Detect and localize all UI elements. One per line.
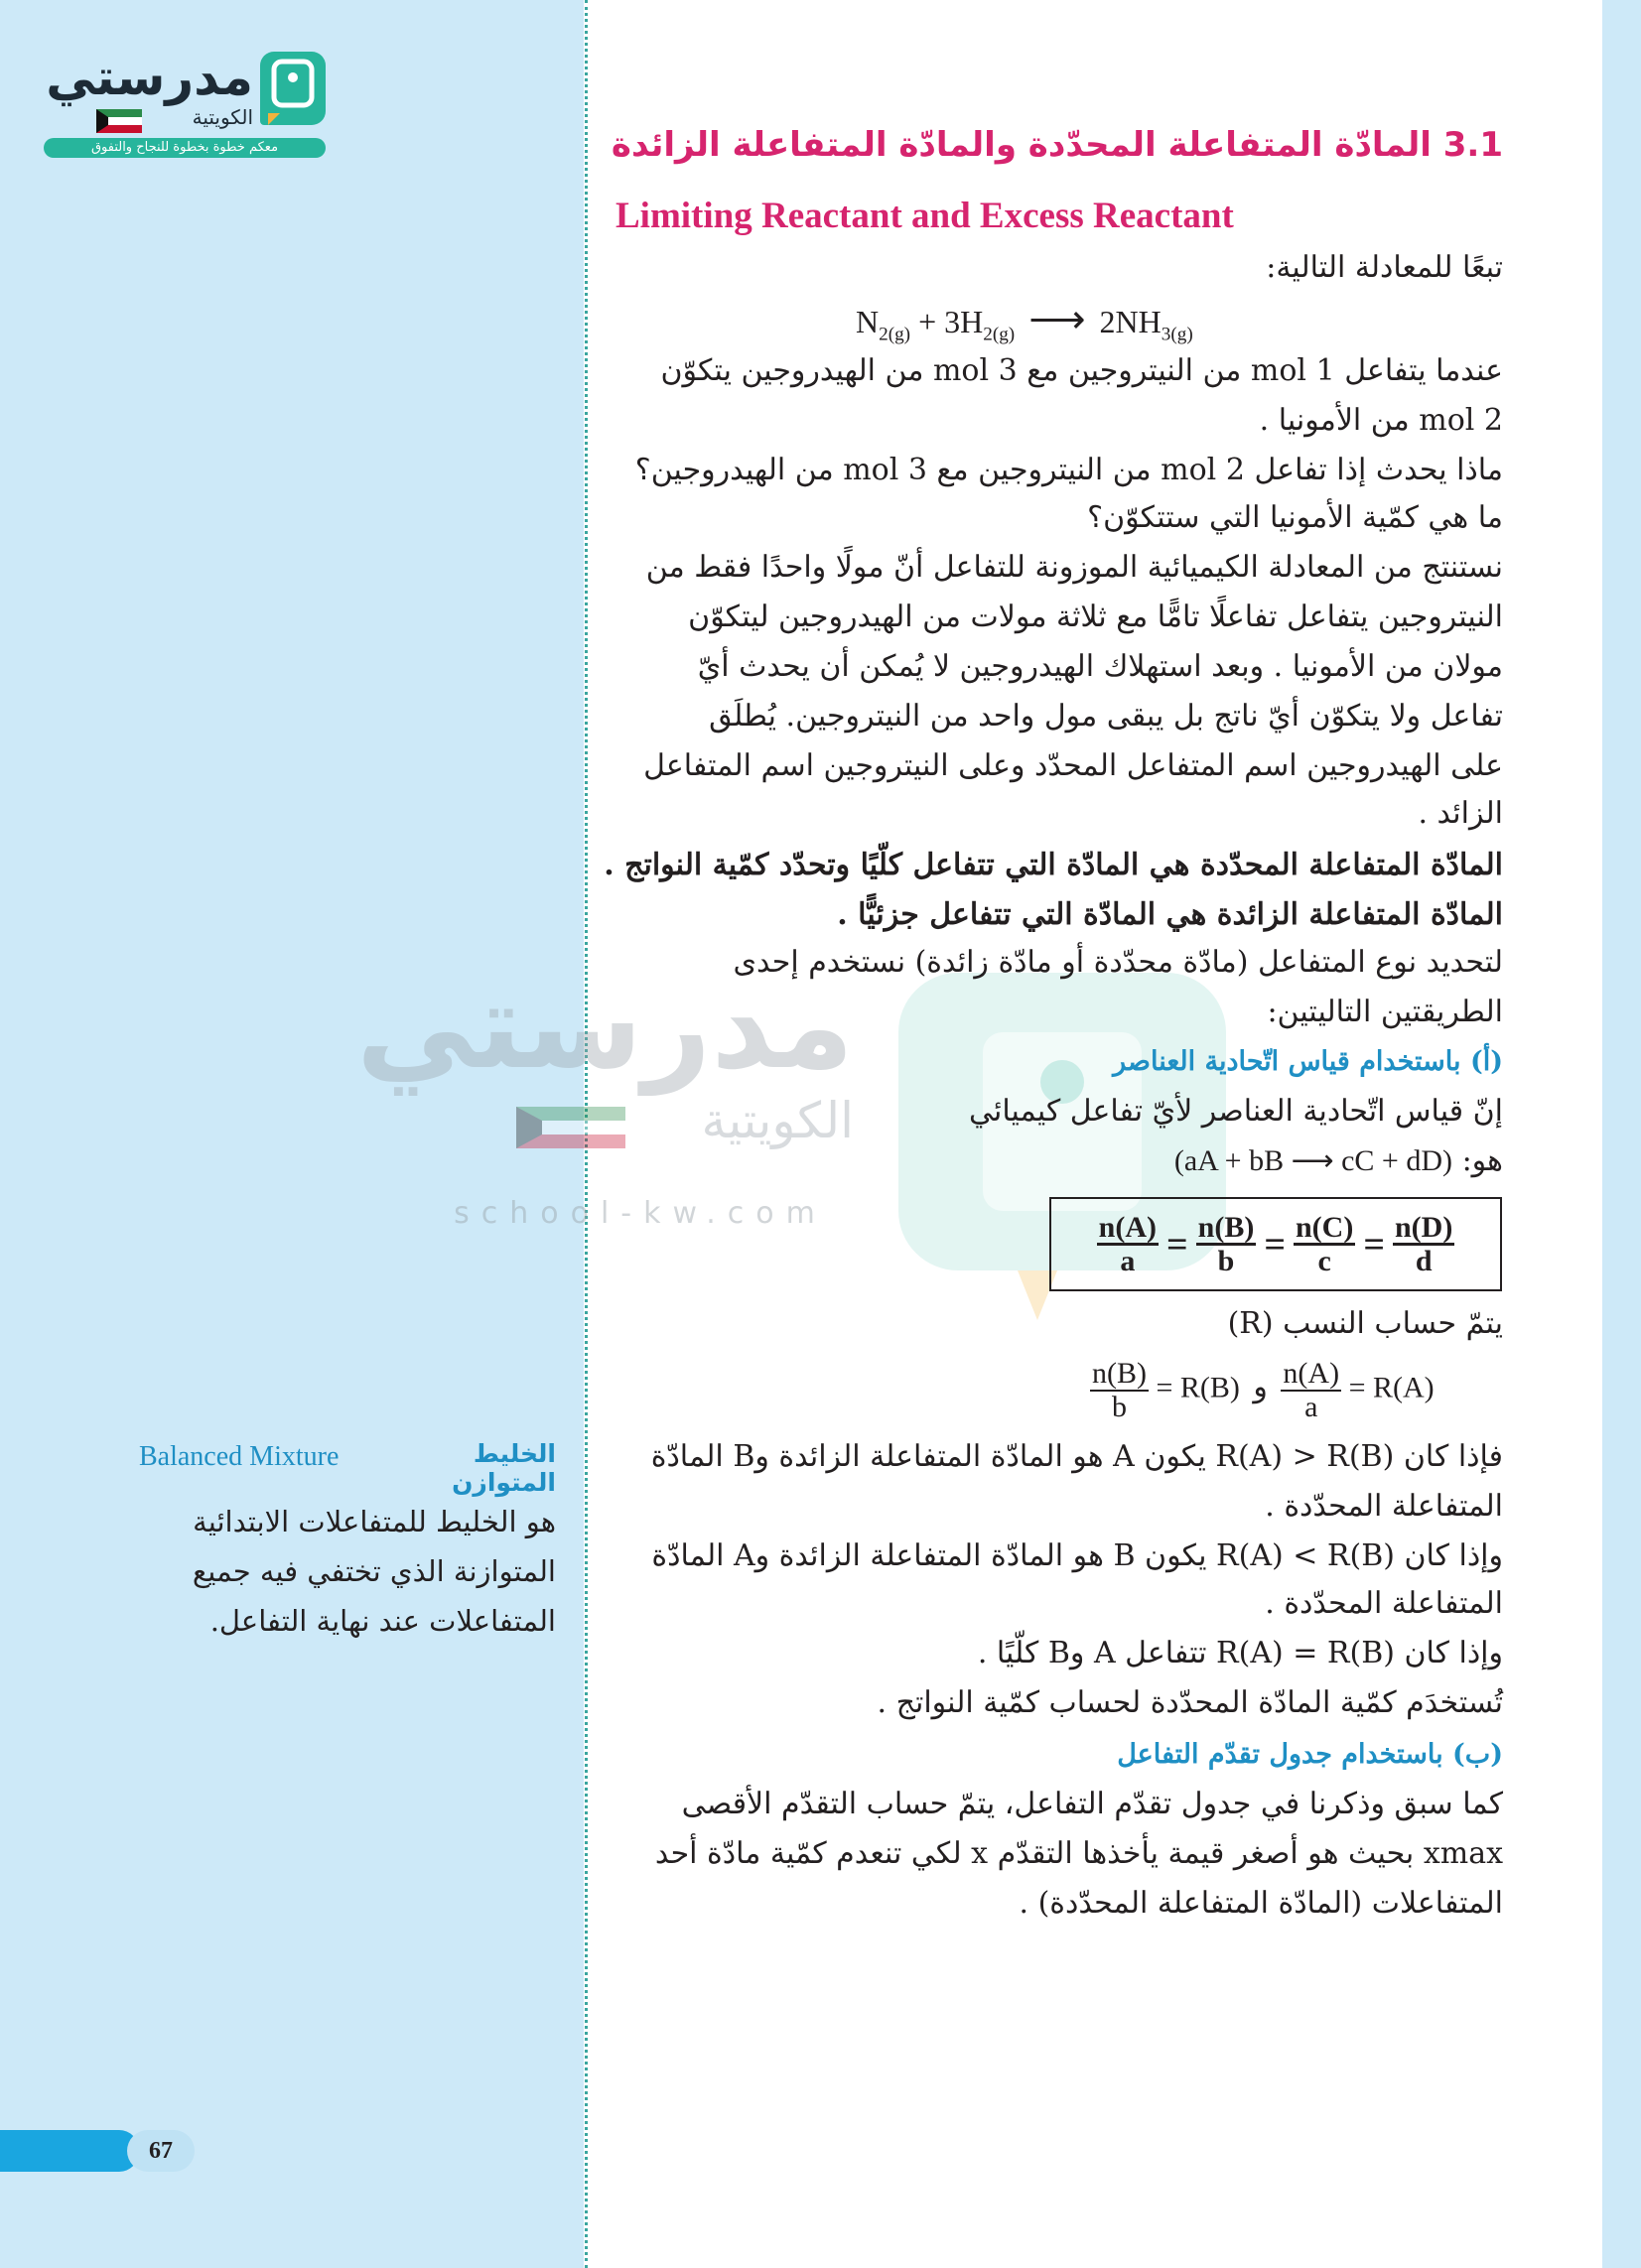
left-margin-panel <box>0 0 584 2268</box>
ratio-intro: يتمّ حساب النسب (R) <box>1227 1306 1503 1341</box>
sidebar-def-line1: هو الخليط للمتفاعلات الابتدائية <box>193 1505 556 1538</box>
method-b-heading: (ب) باستخدام جدول تقدّم التفاعل <box>1117 1739 1503 1770</box>
fraction-nA-a: $\frac{n(A)}{a}$ <box>1098 1210 1157 1277</box>
brand-logo <box>40 48 338 162</box>
eq-n2: N <box>856 304 880 339</box>
paragraph3-line2: الطريقتين التاليتين: <box>1267 995 1503 1029</box>
ratio-b-label: = R(B) <box>1156 1371 1240 1404</box>
method-a-line1: إنّ قياس اتّحادية العناصر لأيّ تفاعل كيميائي <box>969 1094 1503 1129</box>
paragraph2-line2: النيتروجين يتفاعل تفاعلًا تامًّا مع ثلاثة مولات من الهيدروجين ليتكوّن <box>688 600 1503 634</box>
page-number-bar <box>0 2130 139 2172</box>
case-line5: وإذا كان R(A) = R(B) تتفاعل A وB كلّيًا . <box>977 1636 1503 1670</box>
eq-h2-sub: 2(g) <box>983 324 1016 345</box>
paragraph2-line6: الزائد . <box>1418 796 1503 831</box>
section-title-en: Limiting Reactant and Excess Reactant <box>615 196 1234 236</box>
reaction-equation <box>856 298 1193 356</box>
section-title-ar: 3.1 المادّة المتفاعلة المحدّدة والمادّة المتفاعلة الزائدة <box>611 125 1503 165</box>
paragraph2-line1: نستنتج من المعادلة الكيميائية الموزونة للتفاعل أنّ مولًا واحدًا فقط من <box>645 550 1503 585</box>
ratio-formulas <box>1090 1358 1435 1422</box>
eq-nh3-sub: 3(g) <box>1161 324 1193 345</box>
case-line2: المتفاعلة المحدّدة . <box>1265 1489 1503 1524</box>
logo-subtitle: الكويتية <box>192 105 253 129</box>
paragraph2-line3: مولان من الأمونيا . وبعد استهلاك الهيدروجين لا يُمكن أن يحدث أيّ <box>697 649 1503 684</box>
sidebar-term-en: Balanced Mixture <box>139 1441 340 1472</box>
fraction-nB-b: $\frac{n(B)}{b}$ <box>1197 1210 1255 1277</box>
method-b-line2: xmax بحيث هو أصغر قيمة يأخذها التقدّم x لكي تنعدم كمّية مادّة أحد <box>654 1836 1503 1871</box>
case-line1: فإذا كان R(A) > R(B) يكون A هو المادّة المتفاعلة الزائدة وB المادّة <box>650 1439 1503 1474</box>
paragraph2-line5: على الهيدروجين اسم المتفاعل المحدّد وعلى النيتروجين اسم المتفاعل <box>643 748 1503 783</box>
fraction-nD-d: $\frac{n(D)}{d}$ <box>1395 1210 1453 1277</box>
paragraph3-line1: لتحديد نوع المتفاعل (مادّة محدّدة أو مادّة زائدة) نستخدم إحدى <box>733 945 1503 980</box>
paragraph2-line4: تفاعل ولا يتكوّن أيّ ناتج بل يبقى مول واحد من النيتروجين. يُطلَق <box>709 699 1503 734</box>
question-line2: ما هي كمّية الأمونيا التي ستتكوّن؟ <box>1087 500 1503 535</box>
method-a-heading: (أ) باستخدام قياس اتّحادية العناصر <box>1113 1046 1503 1077</box>
ratio-a-fraction: $\frac{n(A)}{a}$ <box>1283 1357 1340 1423</box>
intro-text: تبعًا للمعادلة التالية: <box>1266 250 1503 285</box>
sidebar-term-ar: الخليط المتوازن <box>452 1439 556 1497</box>
right-margin-strip <box>1602 0 1641 2268</box>
method-b-line3: المتفاعلات (المادّة المتفاعلة المحدّدة) . <box>1019 1886 1503 1921</box>
eq-h2: + 3H <box>918 304 984 339</box>
fraction-nC-c: $\frac{n(C)}{c}$ <box>1296 1210 1354 1277</box>
ratio-b-fraction: $\frac{n(B)}{b}$ <box>1092 1357 1147 1423</box>
ratio-a-label: = R(A) <box>1348 1371 1435 1404</box>
logo-name: مدرستي <box>46 49 253 106</box>
definition-excess: المادّة المتفاعلة الزائدة هي المادّة التي تتفاعل جزئيًّا . <box>837 897 1503 932</box>
case-line3: وإذا كان R(A) < R(B) يكون B هو المادّة المتفاعلة الزائدة وA المادّة <box>651 1538 1503 1573</box>
case-line6: تُستخدَم كمّية المادّة المحدّدة لحساب كمّية النواتج . <box>877 1685 1503 1720</box>
watermark-name: مدرستي <box>355 958 854 1096</box>
paragraph1-line1: عندما يتفاعل 1 mol من النيتروجين مع 3 mol من الهيدروجين يتكوّن <box>660 353 1503 388</box>
stoichiometry-ratio-box: $\frac{n(A)}{a}$ = $\frac{n(B)}{b}$ = $\frac{n(C)}{c}$ = $\frac{n(D)}{d}$ <box>1049 1197 1502 1291</box>
method-a-general-equation: (aA + bB ⟶ cC + dD) <box>1173 1144 1453 1177</box>
definition-limiting: المادّة المتفاعلة المحدّدة هي المادّة التي تتفاعل كلّيًا وتحدّد كمّية النواتج . <box>604 848 1503 882</box>
sidebar-def-line2: المتوازنة الذي تختفي فيه جميع <box>192 1554 556 1588</box>
watermark-url: school-kw.com <box>454 1196 827 1231</box>
ratio-conj: و <box>1253 1370 1268 1405</box>
logo-badge-icon <box>260 52 326 125</box>
logo-slogan: معكم خطوة بخطوة للنجاح والتفوق <box>44 138 326 158</box>
method-a-line2 <box>1174 1139 1503 1183</box>
watermark-subtitle: الكويتية <box>701 1092 854 1149</box>
sidebar-def-line3: المتفاعلات عند نهاية التفاعل. <box>209 1604 556 1638</box>
page-number: 67 <box>127 2130 195 2172</box>
eq-arrow: ⟶ <box>1028 297 1086 341</box>
watermark-flag-icon <box>516 1107 625 1148</box>
question-line1: ماذا يحدث إذا تفاعل 2 mol من النيتروجين مع 3 mol من الهيدروجين؟ <box>634 453 1503 487</box>
paragraph1-line2: 2 mol من الأمونيا . <box>1259 403 1503 438</box>
method-a-line2-ar: هو: <box>1461 1143 1503 1178</box>
case-line4: المتفاعلة المحدّدة . <box>1265 1586 1503 1621</box>
method-b-line1: كما سبق وذكرنا في جدول تقدّم التفاعل، يتمّ حساب التقدّم الأقصى <box>681 1787 1503 1821</box>
eq-n2-sub: 2(g) <box>879 324 911 345</box>
eq-nh3: 2NH <box>1099 304 1162 339</box>
